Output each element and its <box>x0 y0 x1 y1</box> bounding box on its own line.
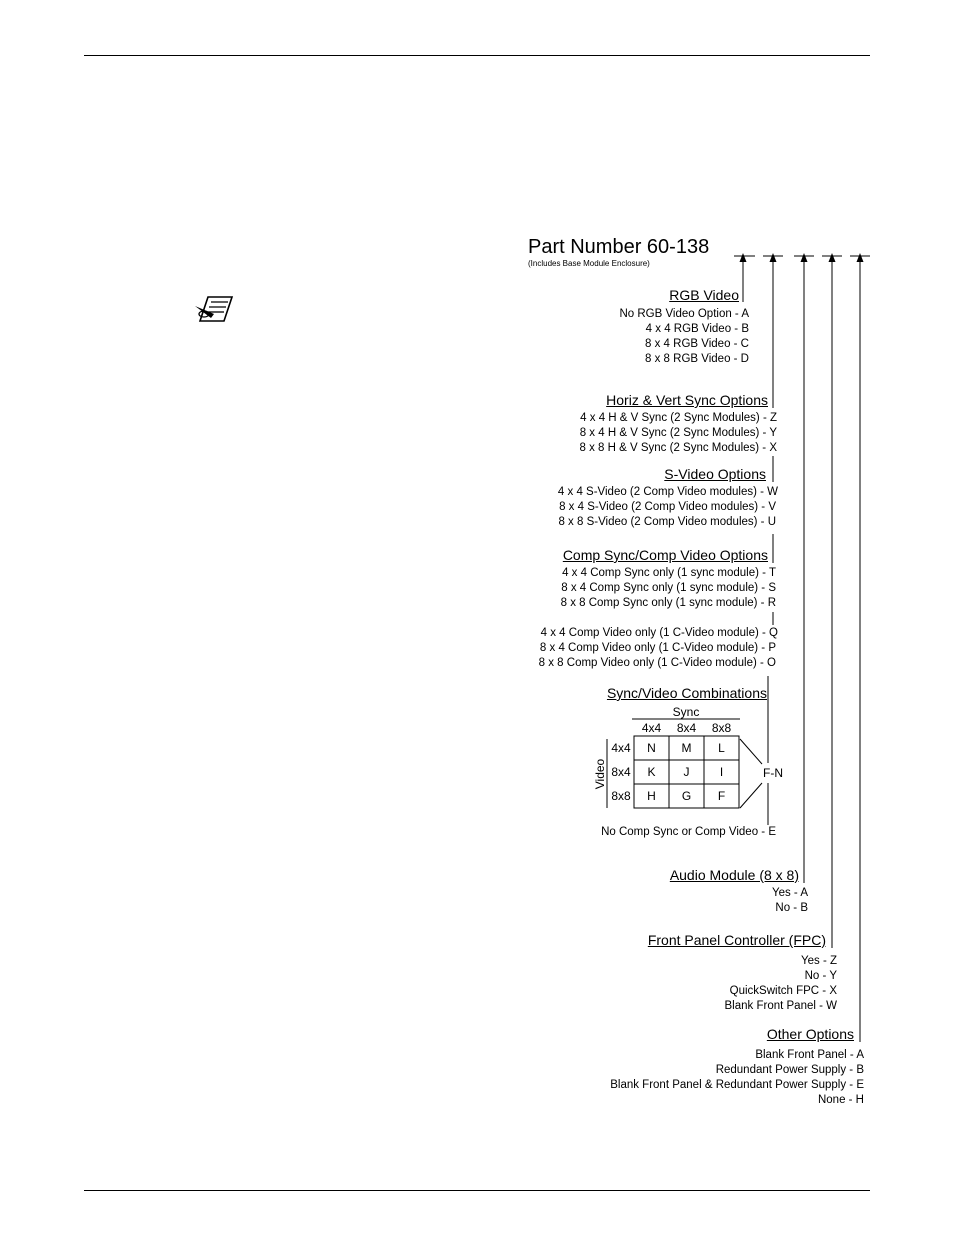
other-heading: Other Options <box>766 1026 854 1042</box>
combo-range: F-N <box>763 766 783 780</box>
sync-axis-label: Sync <box>672 705 700 719</box>
comp-video-option: 8 x 4 Comp Video only (1 C-Video module) - P <box>539 642 776 654</box>
svideo-option: 8 x 4 S-Video (2 Comp Video modules) - V <box>559 501 776 513</box>
comp-video-option: 4 x 4 Comp Video only (1 C-Video module) - Q <box>540 627 778 639</box>
diagram-subtitle: (Includes Base Module Enclosure) <box>528 259 650 268</box>
rgb-option: 8 x 4 RGB Video - C <box>645 338 749 350</box>
combo-cell: G <box>681 789 692 803</box>
audio-heading: Audio Module (8 x 8) <box>669 867 799 883</box>
combo-cell: I <box>719 765 724 779</box>
combo-cell: H <box>647 789 656 803</box>
comp-heading: Comp Sync/Comp Video Options <box>562 547 768 563</box>
svideo-option: 8 x 8 S-Video (2 Comp Video modules) - U <box>558 516 776 528</box>
sync-col-header: 8x8 <box>711 721 732 735</box>
rgb-option: No RGB Video Option - A <box>619 308 749 320</box>
video-row-header: 4x4 <box>611 741 631 755</box>
diagram-title: Part Number 60-138 <box>528 236 710 258</box>
fpc-option: Blank Front Panel - W <box>724 1000 837 1012</box>
comp-sync-option: 4 x 4 Comp Sync only (1 sync module) - T <box>562 567 776 579</box>
hv-sync-option: 8 x 4 H & V Sync (2 Sync Modules) - Y <box>579 427 777 439</box>
comp-video-option: 8 x 8 Comp Video only (1 C-Video module) - O <box>538 657 776 669</box>
rgb-video-heading: RGB Video <box>669 287 739 303</box>
other-option: Redundant Power Supply - B <box>715 1064 864 1076</box>
audio-option: Yes - A <box>771 887 808 899</box>
hv-sync-option: 8 x 8 H & V Sync (2 Sync Modules) - X <box>579 442 777 454</box>
combos-heading: Sync/Video Combinations <box>606 685 767 701</box>
video-row-header: 8x4 <box>611 765 631 779</box>
hv-sync-heading: Horiz & Vert Sync Options <box>606 392 768 408</box>
other-option: None - H <box>817 1094 864 1106</box>
fpc-heading: Front Panel Controller (FPC) <box>647 932 826 948</box>
fpc-option: Yes - Z <box>800 955 837 967</box>
fpc-option: No - Y <box>804 970 837 982</box>
svideo-option: 4 x 4 S-Video (2 Comp Video modules) - W <box>557 486 778 498</box>
sync-col-header: 4x4 <box>641 721 662 735</box>
video-row-header: 8x8 <box>611 789 631 803</box>
other-option: Blank Front Panel - A <box>755 1049 864 1061</box>
combo-cell: N <box>647 741 656 755</box>
rgb-option: 4 x 4 RGB Video - B <box>645 323 749 335</box>
combo-cell: J <box>683 765 690 779</box>
svideo-heading: S-Video Options <box>664 466 766 482</box>
comp-sync-option: 8 x 8 Comp Sync only (1 sync module) - R <box>560 597 776 609</box>
comp-sync-option: 8 x 4 Comp Sync only (1 sync module) - S <box>561 582 776 594</box>
other-option: Blank Front Panel & Redundant Power Supply - E <box>610 1079 864 1091</box>
combo-cell: L <box>718 741 725 755</box>
hv-sync-option: 4 x 4 H & V Sync (2 Sync Modules) - Z <box>580 412 777 424</box>
combo-cell: F <box>717 789 726 803</box>
sync-col-header: 8x4 <box>676 721 697 735</box>
combo-cell: K <box>647 765 656 779</box>
video-axis-label: Video <box>593 758 607 790</box>
combo-cell: M <box>681 741 692 755</box>
audio-option: No - B <box>775 902 808 914</box>
no-comp-option: No Comp Sync or Comp Video - E <box>601 826 776 838</box>
fpc-option: QuickSwitch FPC - X <box>729 985 837 997</box>
rgb-option: 8 x 8 RGB Video - D <box>645 353 749 365</box>
